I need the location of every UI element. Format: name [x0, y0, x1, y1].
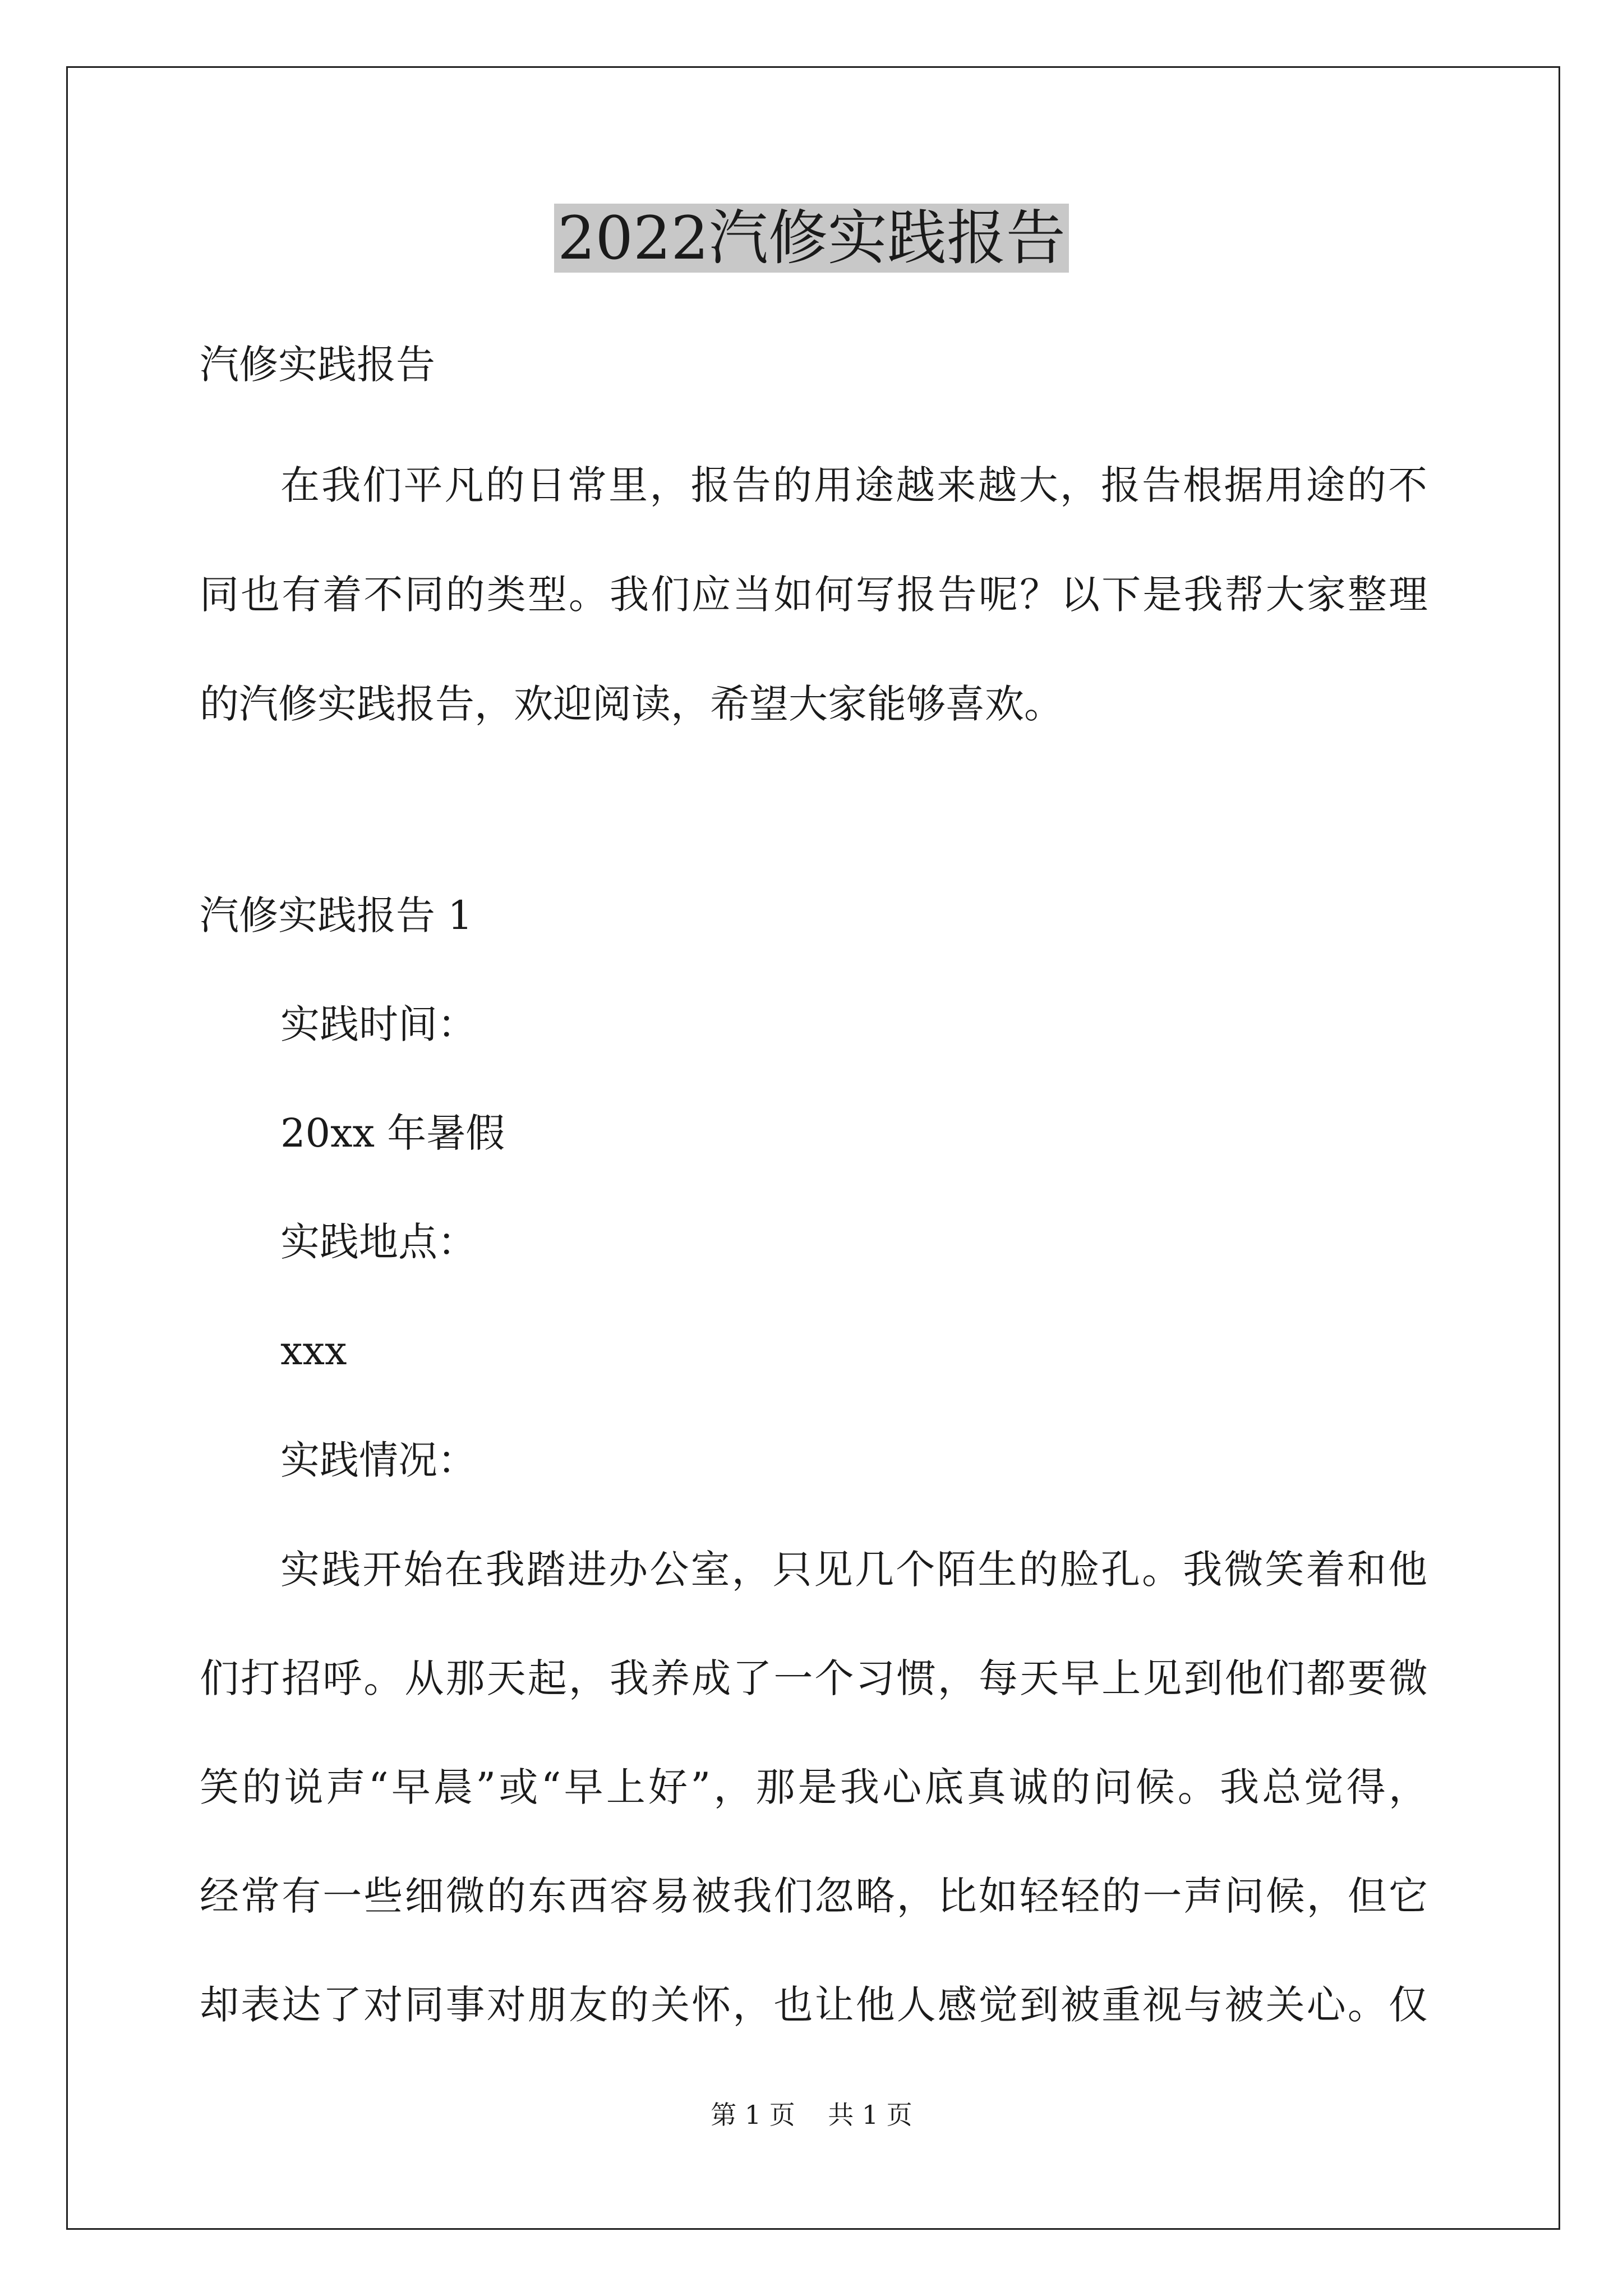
- field-label: 实践地点：: [280, 1219, 477, 1265]
- document-title: [0, 199, 1623, 278]
- paragraph-line: 的汽修实践报告，欢迎阅读，希望大家能够喜欢。: [200, 681, 1063, 727]
- field-label: 实践时间：: [280, 1001, 477, 1047]
- paragraph-line: 笑的说声“早晨”或“早上好”，那是我心底真诚的问候。我总觉得，: [200, 1764, 1428, 1810]
- field-label: 实践情况：: [280, 1437, 477, 1483]
- paragraph-line: 经常有一些细微的东西容易被我们忽略，比如轻轻的一声问候，但它: [200, 1873, 1428, 1919]
- section-heading: 汽修实践报告 1: [200, 892, 473, 938]
- document-title-text: 2022汽修实践报告: [554, 204, 1069, 273]
- paragraph-line: 在我们平凡的日常里，报告的用途越来越大，报告根据用途的不: [280, 462, 1427, 508]
- paragraph-line: 却表达了对同事对朋友的关怀，也让他人感觉到被重视与被关心。仅: [200, 1982, 1428, 2028]
- field-value: 20xx 年暑假: [280, 1110, 505, 1156]
- field-value: xxx: [280, 1328, 347, 1374]
- section-heading: 汽修实践报告: [200, 342, 435, 388]
- paragraph-line: 们打招呼。从那天起，我养成了一个习惯，每天早上见到他们都要微: [200, 1655, 1428, 1701]
- page-footer: 第 1 页 共 1 页: [711, 2100, 912, 2130]
- paragraph-line: 实践开始在我踏进办公室，只见几个陌生的脸孔。我微笑着和他: [280, 1547, 1427, 1593]
- paragraph-line: 同也有着不同的类型。我们应当如何写报告呢？以下是我帮大家整理: [200, 572, 1428, 618]
